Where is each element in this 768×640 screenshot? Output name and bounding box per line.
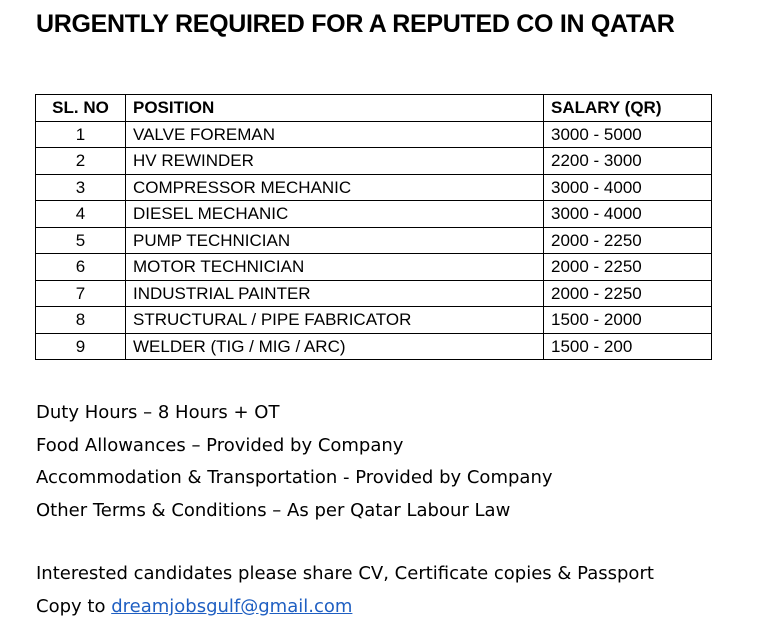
cell-sl-no: 6 [36,254,126,281]
table-row [36,174,712,201]
header-sl-no: SL. NO [36,95,126,122]
cell-sl-no: 8 [36,307,126,334]
email-link[interactable]: dreamjobsgulf@gmail.com [111,596,353,617]
cell-sl-no: 5 [36,227,126,254]
cell-salary: 1500 - 2000 [544,307,712,334]
cell-sl-no: 9 [36,333,126,360]
header-salary: SALARY (QR) [544,95,712,122]
cell-salary: 3000 - 4000 [544,174,712,201]
cell-salary: 2000 - 2250 [544,254,712,281]
cell-position: VALVE FOREMAN [126,121,544,148]
cell-salary: 2200 - 3000 [544,148,712,175]
cell-salary: 3000 - 4000 [544,201,712,228]
contact-block [36,557,654,623]
cell-position: INDUSTRIAL PAINTER [126,280,544,307]
cell-sl-no: 1 [36,121,126,148]
cell-salary: 2000 - 2250 [544,280,712,307]
table-header-row [36,95,712,122]
cell-position: HV REWINDER [126,148,544,175]
cell-position: WELDER (TIG / MIG / ARC) [126,333,544,360]
positions-table [35,94,712,360]
cell-sl-no: 7 [36,280,126,307]
cell-position: DIESEL MECHANIC [126,201,544,228]
table-row [36,121,712,148]
cell-salary: 1500 - 200 [544,333,712,360]
food-allowance-line: Food Allowances – Provided by Company [36,434,404,456]
table-row [36,307,712,334]
cell-position: MOTOR TECHNICIAN [126,254,544,281]
cell-salary: 3000 - 5000 [544,121,712,148]
copy-to-label: Copy to [36,596,112,617]
cell-sl-no: 2 [36,148,126,175]
accommodation-line: Accommodation & Transportation - Provided by Company [36,467,553,488]
table-row [36,201,712,228]
cell-position: COMPRESSOR MECHANIC [126,174,544,201]
terms-conditions-line: Other Terms & Conditions – As per Qatar Labour Law [36,499,511,521]
table-row [36,280,712,307]
table-row [36,333,712,360]
cell-position: PUMP TECHNICIAN [126,227,544,254]
contact-email-line [36,590,654,623]
cell-salary: 2000 - 2250 [544,227,712,254]
contact-instruction: Interested candidates please share CV, Certificate copies & Passport [36,563,654,584]
table-row [36,148,712,175]
table-row [36,227,712,254]
page-title: URGENTLY REQUIRED FOR A REPUTED CO IN QATAR [36,10,675,38]
terms-block [36,397,553,527]
cell-sl-no: 3 [36,174,126,201]
duty-hours-line: Duty Hours – 8 Hours + OT [36,402,280,423]
table-row [36,254,712,281]
cell-position: STRUCTURAL / PIPE FABRICATOR [126,307,544,334]
header-position: POSITION [126,95,544,122]
cell-sl-no: 4 [36,201,126,228]
